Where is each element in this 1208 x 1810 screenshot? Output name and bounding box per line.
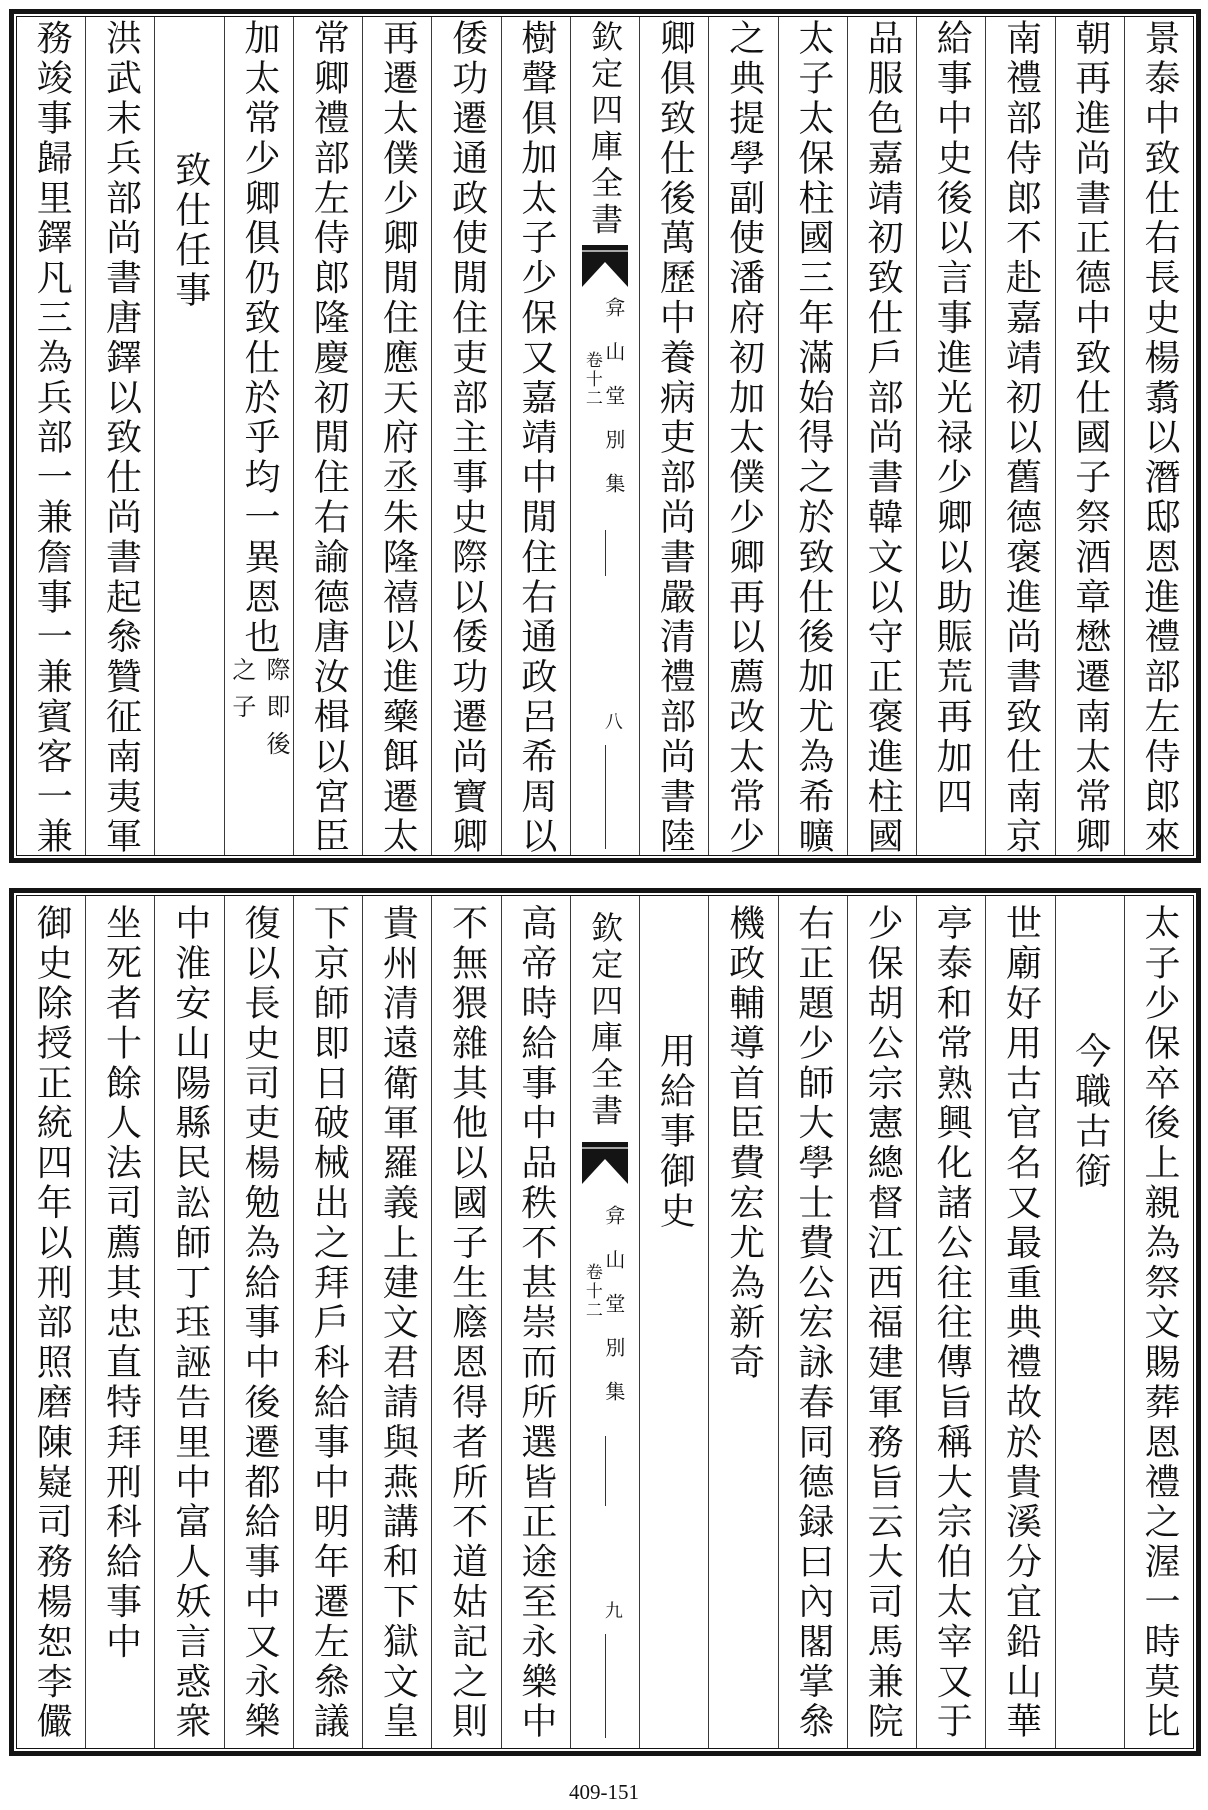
series-title: 欽定四庫全書	[586, 911, 625, 1130]
column-text: 亭泰和常熟興化諸公往往傳旨稱大宗伯太宰又于	[931, 904, 973, 1742]
fish-tail-mark	[582, 245, 628, 287]
column-text: 貴州清遠衛軍羅義上建文君請與燕講和下獄文皇	[377, 904, 419, 1742]
column-text: 再遷太僕少卿閒住應天府丞朱隆禧以進藥餌遷太	[377, 19, 419, 857]
leaf-number: 九	[601, 1601, 623, 1619]
book-title: 弇山堂別集	[601, 1205, 626, 1425]
text-column	[1124, 896, 1193, 1748]
volume-label: 卷十二	[581, 1263, 602, 1320]
band-rule-line	[605, 1436, 606, 1506]
volume-label: 卷十二	[581, 351, 602, 408]
column-text: 常卿禮部左侍郎隆慶初閒住右諭德唐汝楫以宮臣	[308, 19, 350, 857]
column-text: 樹聲俱加太子少保又嘉靖中閒住右通政呂希周以	[515, 19, 557, 857]
text-frame	[16, 895, 1194, 1749]
text-column	[916, 17, 985, 855]
column-text: 右正題少師大學士費公宏詠春同德録曰內閣掌叅	[792, 904, 834, 1742]
column-text: 世廟好用古官名又最重典禮故於貴溪分宜鉛山華	[1000, 904, 1042, 1742]
column-text: 太子少保卒後上親為祭文賜葬恩禮之渥一時莫比	[1139, 904, 1180, 1742]
text-column	[708, 896, 777, 1748]
text-column	[154, 896, 223, 1748]
band-rule-line	[605, 745, 606, 849]
text-column	[154, 17, 223, 855]
text-column	[985, 17, 1054, 855]
text-column	[778, 17, 847, 855]
text-column	[293, 896, 362, 1748]
text-column	[224, 17, 293, 855]
column-text: 之典提學副使潘府初加太僕少卿再以薦改太常少	[723, 19, 765, 857]
text-column	[224, 896, 293, 1748]
column-text: 洪武末兵部尚書唐鐸以致仕尚書起叅贊征南夷軍	[100, 19, 142, 857]
leaf-number: 八	[601, 712, 623, 730]
column-text: 給事中史後以言事進光禄少卿以助賑荒再加四	[931, 19, 973, 817]
section-heading: 今職古銜	[1069, 1032, 1111, 1192]
text-column	[431, 17, 500, 855]
text-column	[85, 896, 154, 1748]
text-column	[293, 17, 362, 855]
text-column	[708, 17, 777, 855]
center-band	[570, 17, 639, 855]
note-line: 際即後	[261, 657, 290, 768]
column-text: 品服色嘉靖初致仕戶部尚書韓文以守正褒進柱國	[862, 19, 904, 857]
text-column	[985, 896, 1054, 1748]
column-text: 太子太保柱國三年滿始得之於致仕後加尤為希曠	[792, 19, 834, 857]
text-column	[501, 17, 570, 855]
page-panel-upper	[9, 9, 1201, 863]
text-column	[639, 896, 708, 1748]
text-column	[17, 896, 85, 1748]
column-text: 御史除授正統四年以刑部照磨陳嶷司務楊恕李儼	[31, 904, 73, 1742]
text-column	[1055, 17, 1124, 855]
text-column	[501, 896, 570, 1748]
column-text: 景泰中致仕右長史楊翥以潛邸恩進禮部左侍郎來	[1139, 19, 1180, 857]
text-column	[1124, 17, 1193, 855]
section-heading: 用給事御史	[654, 1032, 696, 1232]
column-text: 南禮部侍郎不赴嘉靖初以舊德褒進尚書致仕南京	[1000, 19, 1042, 857]
column-text: 下京師即日破械出之拜戶科給事中明年遷左叅議	[308, 904, 350, 1742]
column-text: 復以長史司吏楊勉為給事中後遷都給事中又永樂	[238, 904, 280, 1742]
text-column	[847, 896, 916, 1748]
column-text: 加太常少卿俱仍致仕於乎均一異恩也	[238, 19, 280, 658]
text-column	[847, 17, 916, 855]
column-text: 中淮安山陽縣民訟師丁珏誣告里中富人妖言惑衆	[169, 904, 211, 1742]
column-text: 倭功遷通政使閒住吏部主事史際以倭功遷尚寶卿	[446, 19, 488, 857]
column-text: 少保胡公宗憲總督江西福建軍務旨云大司馬兼院	[862, 904, 904, 1742]
band-rule-line	[605, 1634, 606, 1738]
book-title: 弇山堂別集	[601, 297, 626, 517]
column-text: 機政輔導首臣費宏尤為新奇	[723, 904, 765, 1383]
interlinear-note	[225, 657, 293, 807]
page-number: 409-151	[569, 1780, 639, 1804]
band-rule-line	[605, 530, 606, 576]
center-band	[570, 896, 639, 1748]
column-text: 務竣事歸里鐸凡三為兵部一兼詹事一兼賓客一兼	[31, 19, 73, 857]
note-line: 之子	[227, 657, 256, 731]
text-column	[778, 896, 847, 1748]
text-column	[639, 17, 708, 855]
text-column	[85, 17, 154, 855]
text-frame	[16, 16, 1194, 856]
text-column	[431, 896, 500, 1748]
text-column	[362, 17, 431, 855]
column-text: 坐死者十餘人法司薦其忠直特拜刑科給事中	[100, 904, 142, 1663]
text-column	[17, 17, 85, 855]
text-column	[362, 896, 431, 1748]
column-text: 高帝時給事中品秩不甚崇而所選皆正途至永樂中	[515, 904, 557, 1742]
page-panel-lower	[9, 888, 1201, 1756]
column-text: 卿俱致仕後萬歷中養病吏部尚書嚴清禮部尚書陸	[654, 19, 696, 857]
series-title: 欽定四庫全書	[586, 20, 625, 239]
text-column	[1055, 896, 1124, 1748]
fish-tail-mark	[582, 1142, 628, 1184]
column-text: 不無猥雜其他以國子生廕恩得者所不道姑記之則	[446, 904, 488, 1742]
section-heading: 致仕任事	[169, 151, 211, 311]
column-text: 朝再進尚書正德中致仕國子祭酒章懋遷南太常卿	[1069, 19, 1111, 857]
text-column	[916, 896, 985, 1748]
